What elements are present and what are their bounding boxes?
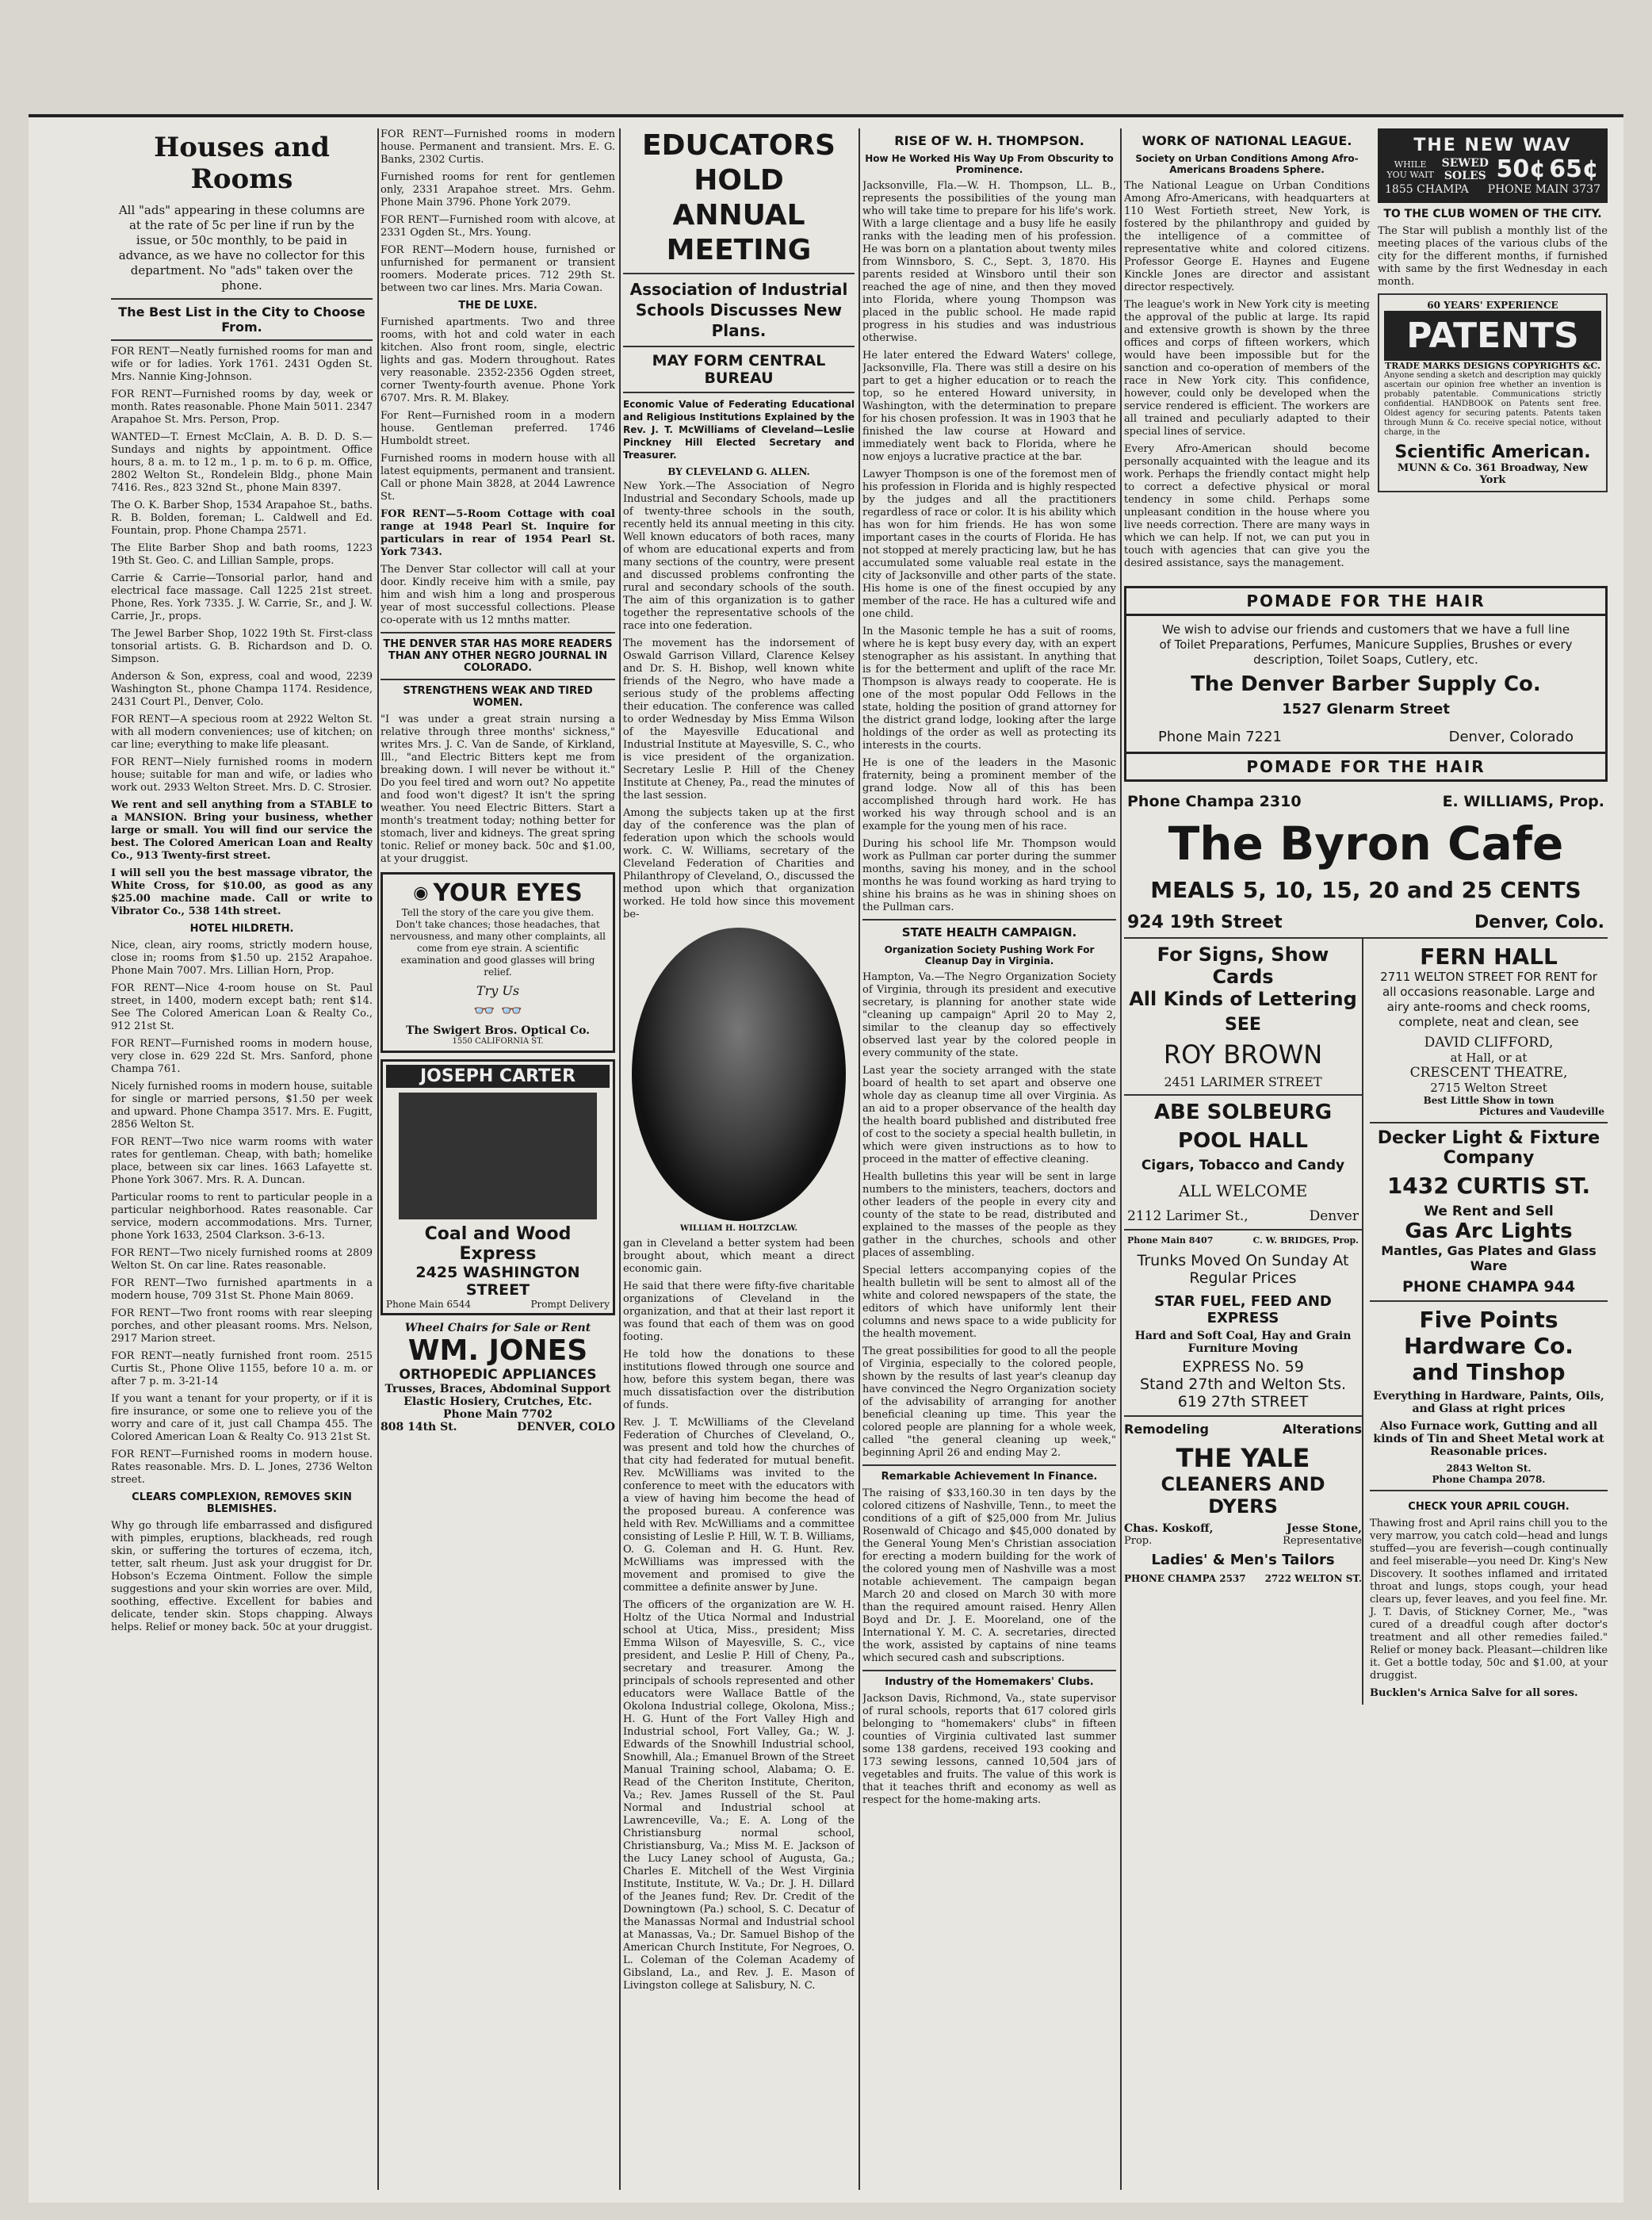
classified-ad: The O. K. Barber Shop, 1534 Arapahoe St., baths. R. B. Bolden, foreman; L. Caldwell and Ed. Fountain, prop. Phone Champa 2571.: [111, 500, 373, 537]
article-paragraph: Every Afro-American should become personally acquainted with the league and its work. Perhaps the friendly contact might help to correct a defective physical or moral tendency in some child. Perhaps some unpleasant condition in the house where you live needs correction. There are many ways in which we can help. If not, we can put you in touch with agencies that can give you the desired assistance, says the management.: [1124, 443, 1370, 569]
ads-column: [1124, 128, 1608, 1705]
bridges-stand: Stand 27th and Welton Sts.: [1139, 1376, 1347, 1393]
photo-caption: WILLIAM H. HOLTZCLAW.: [680, 1224, 797, 1233]
divider: [623, 273, 855, 274]
deluxe-heading: THE DE LUXE.: [458, 300, 537, 312]
divider: [623, 392, 855, 393]
clears-heading: CLEARS COMPLEXION, REMOVES SKIN BLEMISHES.: [132, 1491, 352, 1515]
divider: [380, 679, 615, 680]
patents-ad: [1378, 293, 1608, 492]
byron-address: 924 19th Street: [1127, 913, 1283, 932]
patents-munn: MUNN & Co. 361 Broadway, New York: [1397, 462, 1589, 486]
classified-ad: FOR RENT—Modern house, furnished or unfurnished for permanent or transient roomers. Moderate prices. 712 29th St. between two car lines. Mrs. Maria Cowan.: [380, 244, 615, 294]
carter-name: JOSEPH CARTER: [386, 1065, 610, 1088]
section-title: Houses and Rooms: [154, 132, 330, 195]
byline: BY CLEVELAND G. ALLEN.: [667, 466, 810, 477]
article-deck: Society on Urban Conditions Among Afro-Americans Broadens Sphere.: [1135, 153, 1359, 175]
article-paragraph: The National League on Urban Conditions Among Afro-Americans, with headquarters at 110 West Fortieth street, New York, is fostered by the philanthropy and guided by the intelligence of a committee of representative white and colored citizens. Professor George E. Haynes and Eugene Kinckle Jones are director and assistant director respectively.: [1124, 180, 1370, 293]
classified-ad: The Denver Star collector will call at your door. Kindly receive him with a smile, pay him and wish him a long and prosperous year of most successful collections. Please co-operate with us 12 mnths matter.: [380, 564, 615, 626]
fern-at: at Hall, or at: [1450, 1051, 1528, 1065]
club-heading: TO THE CLUB WOMEN OF THE CITY.: [1383, 208, 1602, 220]
byron-city: Denver, Colo.: [1474, 913, 1604, 932]
fern-best: Best Little Show in town: [1423, 1095, 1554, 1106]
divider: [111, 298, 373, 300]
jones-name: WM. JONES: [407, 1334, 588, 1367]
carter-prompt: Prompt Delivery: [530, 1299, 610, 1310]
denver-address: 1527 Glenarm Street: [1282, 701, 1450, 718]
signs-line2: All Kinds of Lettering: [1129, 988, 1357, 1010]
jones-pre: Wheel Chairs for Sale or Rent: [404, 1322, 591, 1334]
article-paragraph: He said that there were fifty-five charitable organizations of Cleveland in the organization, and that at their last report it was found that each of them was on good footing.: [623, 1280, 855, 1343]
signs-ad: [1124, 939, 1362, 1096]
rate-notice: All "ads" appearing in these columns are at the rate of 5c per line if run by the issue, or 50c monthly, to be paid in advance, as we have no collector for this department. No "ads" taken over the phone.: [118, 203, 365, 293]
five-line1: Five Points: [1419, 1307, 1558, 1333]
five-line2: Hardware Co.: [1404, 1333, 1574, 1359]
article-paragraph: He later entered the Edward Waters' college, Jacksonville, Fla. There was still a desire on his part to get a higher education or to reach the top, so he entered Howard university, in Washington, with the determination to prepare for his chosen profession. It was in 1903 that he finished the law course at Howard and immediately went back to Florida, where he now enjoys a lucrative practice at the bar.: [862, 350, 1116, 463]
article-paragraph: Health bulletins this year will be sent in large numbers to the ministers, teachers, doctors and other leaders of the people in every city and county of the state to be read, distributed and explained to the masses of the people as they gather in the churches, schools and other places of assembling.: [862, 1171, 1116, 1259]
article-paragraph: Special letters accompanying copies of the health bulletin will be sent to almost all of the white and colored newspapers of the state, the editors of which have uniformly lent their columns and news space to a wide publicity for the health movement.: [862, 1265, 1116, 1340]
headline: ANNUAL MEETING: [666, 199, 812, 266]
five-phone: Phone Champa 2078.: [1432, 1474, 1546, 1485]
wav-price1: 50¢: [1496, 155, 1547, 183]
yale-remodel: Remodeling: [1124, 1422, 1209, 1437]
denver-text: We wish to advise our friends and customers that we have a full line of Toilet Preparations, Perfumes, Manicure Supplies, Brushes or every description, Toilet Soaps, Cutlery, etc.: [1159, 622, 1573, 667]
decker-ad: [1370, 1123, 1608, 1302]
news-column: [862, 128, 1116, 1812]
carter-ad: [380, 1059, 615, 1315]
article-paragraph: Among the subjects taken up at the first day of the conference was the plan of federation upon which the schools would work. C. W. Williams, secretary of the Cleveland Federation of Charities and Philanthropy of Cleveland, O., discussed the method upon which that organization worked. He told how since this movement be-: [623, 807, 855, 921]
classified-ad: FOR RENT—Furnished rooms in modern house, very close in. 629 22d St. Mrs. Sanford, phone Champa 761.: [111, 1038, 373, 1075]
deck: Association of Industrial Schools Discusses New Plans.: [629, 280, 848, 340]
newspaper-page: [29, 114, 1623, 2203]
five-points-ad: [1370, 1302, 1608, 1491]
bridges-express: EXPRESS No. 59: [1182, 1358, 1304, 1376]
jones-city: DENVER, COLO: [517, 1421, 615, 1433]
hotel-heading: HOTEL HILDRETH.: [189, 923, 294, 935]
classified-ad: FOR RENT—5-Room Cottage with coal range at 1948 Pearl St. Inquire for particulars in rear of 1954 Pearl St. York 7343.: [380, 508, 615, 558]
divider: [380, 632, 615, 633]
yale-name2: CLEANERS AND DYERS: [1161, 1473, 1325, 1518]
wav-price2: 65¢: [1549, 155, 1599, 183]
article-paragraph: Jackson Davis, Richmond, Va., state supervisor of rural schools, reports that 617 colored girls belonging to "homemakers' clubs" in fifteen counties of Virginia cultivated last summer some 138 gardens, received 193 cooking and 173 sewing lessons, canned 10,504 jars of vegetables and fruits. The value of this work is that it teaches thrift and economy as well as respect for the home-making arts.: [862, 1693, 1116, 1806]
byron-phone: Phone Champa 2310: [1127, 793, 1302, 810]
article-heading: WORK OF NATIONAL LEAGUE.: [1141, 133, 1352, 148]
abe-cigars: Cigars, Tobacco and Candy: [1141, 1158, 1345, 1173]
classified-ad: FOR RENT—A specious room at 2922 Welton St. with all modern conveniences; use of kitchen; on car line; everything to make life pleasant.: [111, 714, 373, 751]
yale-koskoff: Chas. Koskoff,: [1124, 1522, 1214, 1535]
eyes-address: 1550 CALIFORNIA ST.: [452, 1037, 544, 1046]
classifieds-column-2: [380, 128, 615, 1433]
carter-phone: Phone Main 6544: [386, 1299, 472, 1310]
wav-address: 1855 CHAMPA: [1385, 183, 1469, 196]
column-rule: [1120, 128, 1122, 2190]
carter-address: 2425 WASHINGTON STREET: [415, 1264, 580, 1299]
classified-ad: I will sell you the best massage vibrator, the White Cross, for $10.00, as good as any $25.00 machine made. Call or write to Vibrator Co., 538 14th street.: [111, 867, 373, 917]
divider: [111, 339, 373, 341]
cough-heading: CHECK YOUR APRIL COUGH.: [1408, 1501, 1570, 1513]
league-article: [1124, 128, 1370, 575]
deck: MAY FORM CENTRAL BUREAU: [652, 352, 826, 387]
classified-ad: FOR RENT—Nice 4-room house on St. Paul street, in 1400, modern except bath; rent $14. See The Colored American Loan & Realty Co., 912 21st St.: [111, 982, 373, 1032]
classified-ad: Furnished rooms for rent for gentlemen only, 2331 Arapahoe street. Mrs. Gehm. Phone Main 3796. Phone York 2079.: [380, 171, 615, 209]
left-ads: [1124, 939, 1363, 1705]
coal-photo: [399, 1093, 597, 1219]
educators-article: [623, 128, 855, 1997]
pool-hall-ad: [1124, 1096, 1362, 1231]
classified-ad: FOR RENT—Furnished rooms in modern house. Permanent and transient. Mrs. E. G. Banks, 2302 Curtis.: [380, 128, 615, 166]
denver-city: Denver, Colorado: [1448, 729, 1574, 745]
star-fuel-ad: [1124, 1231, 1362, 1417]
classified-ad: The Elite Barber Shop and bath rooms, 1223 19th St. Geo. C. and Lillian Sample, props.: [111, 542, 373, 567]
article-paragraph: He is one of the leaders in the Masonic fraternity, being a prominent member of the grand lodge. Now all of this has been accomplished through hard work. He has worked his way through school and is an example for the young men of his race.: [862, 757, 1116, 832]
byron-meals: MEALS 5, 10, 15, 20 and 25 CENTS: [1150, 877, 1581, 903]
classified-ad: If you want a tenant for your property, or if it is fire insurance, or some one to relieve you of the worry and care of it, just call Champa 455. The Colored American Loan & Realty Co. 913 21st St.: [111, 1393, 373, 1443]
classified-ad: The Jewel Barber Shop, 1022 19th St. First-class tonsorial artists. G. B. Richardson and D. O. Simpson.: [111, 628, 373, 665]
fern-text: 2711 WELTON STREET FOR RENT for all occasions reasonable. Large and airy ante-rooms and check rooms, complete, neat and clean, see: [1380, 970, 1597, 1029]
wav-sewed: SEWED SOLES: [1441, 156, 1489, 182]
decker-phone: PHONE CHAMPA 944: [1402, 1278, 1576, 1296]
deluxe-text: Furnished apartments. Two and three rooms, with hot and cold water in each kitchen. Also front room, single, electric lights and gas. Modern throughout. Rates very reasonable. 2352-2356 Ogden street, corner Twenty-fourth avenue. Phone York 6707. Mrs. R. M. Blakey.: [380, 316, 615, 404]
article-paragraph: The raising of $33,160.30 in ten days by the colored citizens of Nashville, Tenn., to meet the conditions of a gift of $25,000 from Mr. Julius Rosenwald of Chicago and $45,000 donated by the General Young Men's Christian association for erecting a modern building for the work of the colored young men of Nashville was a most notable achievement. The campaign began March 20 and closed on March 30 with more than the required amount raised. Henry Allen Boyd and Dr. J. E. Mooreland, one of the International Y. M. C. A. secretaries, directed the work, assisted by captains of nine teams which secured cash and subscriptions.: [862, 1487, 1116, 1664]
classified-ad: FOR RENT—Two furnished apartments in a modern house, 709 31st St. Phone Main 8069.: [111, 1277, 373, 1302]
yale-ladies: Ladies' & Men's Tailors: [1151, 1552, 1335, 1568]
five-text1: Everything in Hardware, Paints, Oils, and Glass at right prices: [1373, 1390, 1604, 1415]
eyes-company: The Swigert Bros. Optical Co.: [405, 1024, 591, 1037]
patents-top: 60 YEARS' EXPERIENCE: [1427, 300, 1558, 311]
cough-ad: [1370, 1491, 1608, 1700]
yale-address: 2722 WELTON ST.: [1264, 1573, 1362, 1584]
yale-ad: [1124, 1417, 1362, 1584]
fern-heading: FERN HALL: [1420, 944, 1558, 970]
wav-while: WHILE YOU WAIT: [1386, 159, 1434, 180]
your-eyes-ad: [380, 872, 615, 1053]
article-heading: STATE HEALTH CAMPAIGN.: [901, 925, 1077, 940]
strengthens-text: "I was under a great strain nursing a relative through three months' sickness," writes Mrs. J. C. Van de Sande, of Kirkland, Ill., "and Electric Bitters kept me from breaking down. I will never be without it." Do you feel tired and worn out? No appetite and food won't digest? It isn't the spring weather. You need Electric Bitters. Start a month's treatment today; nothing better for stomach, liver and kidneys. The great spring tonic. Relief or money back. 50c and $1.00, at your druggist.: [380, 714, 615, 865]
jones-phone: Phone Main 7702: [443, 1408, 553, 1421]
article-paragraph: Jacksonville, Fla.—W. H. Thompson, LL. B., represents the possibilities of the young man who will take time to prepare for his life's work. With a large clientage and a busy life he easily ranks with the leading men of his profession. He was born on a plantation about twenty miles from Winnsboro, S. C., Sept. 3, 1870. His parents resided at Winsboro until their son reached the age of nine, and then they moved into Florida, where young Thompson was placed in the public school. He made rapid progress in his studies and was industrious otherwise.: [862, 180, 1116, 344]
yale-stone-role: Representative: [1283, 1535, 1362, 1547]
bridges-address: 619 27th STREET: [1177, 1393, 1309, 1410]
classified-ad: FOR RENT—Niely furnished rooms in modern house; suitable for man and wife, or ladies who work out. 2933 Welton Street. Mrs. D. C. Strosier.: [111, 756, 373, 794]
classified-ad: FOR RENT—neatly furnished front room. 2515 Curtis St., Phone Olive 1155, before 10 a. m. or after 7 p. m. 3-21-14: [111, 1350, 373, 1388]
bridges-star: STAR FUEL, FEED AND EXPRESS: [1154, 1293, 1332, 1326]
yale-stone: Jesse Stone,: [1287, 1522, 1362, 1535]
bridges-trunks: Trunks Moved On Sunday At Regular Prices: [1137, 1252, 1349, 1287]
pomade-banner: POMADE FOR THE HAIR: [1126, 752, 1605, 779]
yale-name1: THE YALE: [1176, 1443, 1310, 1473]
wav-phone: PHONE MAIN 3737: [1487, 183, 1600, 196]
cough-salve: Bucklen's Arnica Salve for all sores.: [1370, 1687, 1578, 1699]
abe-name: ABE SOLBEURG: [1153, 1100, 1333, 1124]
classified-ad: FOR RENT—Two front rooms with rear sleeping porches, and other pleasant rooms. Mrs. Nelson, 2917 Marion street.: [111, 1307, 373, 1345]
decker-gas: Gas Arc Lights: [1405, 1219, 1573, 1243]
article-paragraph: He told how the donations to these institutions flowed through one source and how, before this system began, there was much dissatisfaction over the distribution of funds.: [623, 1349, 855, 1411]
patents-scientific: Scientific American.: [1394, 442, 1591, 462]
right-subcolumn: [1378, 128, 1608, 575]
signs-address: 2451 LARIMER STREET: [1164, 1074, 1322, 1089]
patents-sub: TRADE MARKS DESIGNS COPYRIGHTS &C.: [1385, 361, 1600, 371]
denver-name: The Denver Barber Supply Co.: [1191, 672, 1541, 696]
fern-theatre-address: 2715 Welton Street: [1430, 1081, 1547, 1095]
denver-phone: Phone Main 7221: [1158, 729, 1282, 745]
five-line3: and Tinshop: [1412, 1359, 1566, 1385]
carter-line1: Coal and Wood: [424, 1224, 572, 1244]
classified-ad: FOR RENT—Neatly furnished rooms for man and wife or for ladies. York 1761. 2431 Ogden St. Mrs. Nannie King-Johnson.: [111, 346, 373, 383]
article-heading: RISE OF W. H. THOMPSON.: [894, 133, 1084, 148]
yale-phone: PHONE CHAMPA 2537: [1124, 1573, 1246, 1584]
classified-ad: FOR RENT—Furnished rooms in modern house. Rates reasonable. Mrs. D. L. Jones, 2736 Welton street.: [111, 1449, 373, 1486]
deck: Economic Value of Federating Educational and Religious Institutions Explained by the Rev. J. T. McWilliams of Cleveland—Leslie Pinckney Hill Elected Secretary and Treasurer.: [623, 399, 855, 461]
headline: EDUCATORS HOLD: [641, 129, 836, 197]
fern-hall-ad: [1370, 939, 1608, 1123]
article-paragraph: In the Masonic temple he has a suit of rooms, where he is kept busy every day, with an expert stenographer as his assistant. In anything that is for the betterment and uplift of the race Mr. Thompson is always ready to cooperate. He is one of the most popular Odd Fellows in the state, holding the position of grand attorney for the district grand lodge, looking after the large holdings of the order as well as protecting its interests in the courts.: [862, 626, 1116, 752]
classified-ad: WANTED—T. Ernest McClain, A. B. D. D. S.—Sundays and nights by appointment. Office hours, 8 a. m. to 12 m., 1 p. m. to 6 p. m. Office, 2802 Welton St., Rondelein Bldg., phone Main 7416. Res., 823 32nd St., phone Main 8397.: [111, 431, 373, 494]
denver-barber-ad: [1124, 586, 1608, 782]
classified-ad: FOR RENT—Furnished rooms by day, week or month. Rates reasonable. Phone Main 5011. 2347 Arapahoe St. Mrs. Person, Prop.: [111, 388, 373, 426]
classified-ad: Nice, clean, airy rooms, strictly modern house, close in; rooms from $1.50 up. 2152 Arapahoe. Phone Main 7007. Mrs. Lillian Horn, Prop.: [111, 940, 373, 977]
eyes-title: YOUR EYES: [433, 879, 583, 907]
abe-address: 2112 Larimer St.,: [1127, 1208, 1249, 1224]
article-deck: Organization Society Pushing Work For Cleanup Day in Virginia.: [884, 944, 1095, 966]
decker-rent: We Rent and Sell: [1424, 1204, 1554, 1219]
right-ads: [1370, 939, 1608, 1705]
article-paragraph: The officers of the organization are W. H. Holtz of the Utica Normal and Industrial school at Utica, Miss., president; Miss Emma Wilson of Mayesville, S. C., vice president, and Leslie P. Hill of Cheny, Pa., secretary and treasurer. Among the principals of schools represented and other educators were Wallace Battle of the Okolona Industrial college, Okolona, Miss.; H. G. Hunt of the Fort Valley High and Industrial school, Fort Valley, Ga.; W. J. Edwards of the Snowhill Industrial school, Snowhill, Ala.; Emanuel Brown of the Street Manual Training school, Alabama; O. E. Read of the Cheriton Institute, Cheriton, Va.; Rev. James Russell of the St. Paul Normal and Industrial school at Lawrenceville, Va.; E. A. Long of the Christiansburg normal school, Christiansburg, Va.; Miss M. E. Jackson of the Lucy Laney school of Augusta, Ga.; Charles E. Mitchell of the West Virginia Institute, Institute, W. Va.; Dr. J. H. Dillard of the Jeanes fund; Rev. Dr. Credit of the Downingtown (Pa.) school, S. C. Decatur of the Manassas Normal and Industrial school at Manassas, Va.; Dr. Samuel Bishop of the American Church Institute, For Negroes, O. L. Coleman of the Coleman Academy of Gibsland, La., and Rev. J. E. Mason of Livingston college at Salisbury, N. C.: [623, 1599, 855, 1992]
five-text2: Also Furnace work, Gutting and all kinds of Tin and Sheet Metal work at Reasonable prices.: [1373, 1420, 1604, 1458]
byron-name: The Byron Cafe: [1168, 817, 1564, 871]
decker-line2: Company: [1443, 1148, 1535, 1168]
abe-city: Denver: [1309, 1208, 1359, 1224]
byron-cafe-ad: [1124, 788, 1608, 939]
signs-line1: For Signs, Show Cards: [1157, 944, 1329, 988]
wav-top: THE NEW WAV: [1413, 136, 1572, 155]
clears-text: Why go through life embarrassed and disfigured with pimples, eruptions, blackheads, red rough skin, or suffering the tortures of eczema, itch, tetter, salt rheum. Just ask your druggist for Dr. Hobson's Eczema Ointment. Follow the simple suggestions and your skin worries are over. Mild, soothing, effective. Excellent for babies and delicate, tender skin. Stops chapping. Always helps. Relief or money back. 50c at your druggist.: [111, 1520, 373, 1633]
decker-mantles: Mantles, Gas Plates and Glass Ware: [1381, 1243, 1597, 1273]
article-paragraph: The great possibilities for good to all the people of Virginia, especially to the colored people, shown by the results of last year's cleanup day have convinced the Negro Organization society of the advisability of arranging for another beneficial cleaning up time. This year the colored people are planning for a whole week, called "the general cleaning up week," beginning April 26 and ending May 2.: [862, 1345, 1116, 1459]
article-paragraph: Last year the society arranged with the state board of health to set apart and observe one whole day as cleanup time all over Virginia. As an aid to a proper observance of the health day the health board published and distributed free of cost to the society a special health bulletin, in which were given instructions as to how to proceed in the matter of effective cleaning.: [862, 1065, 1116, 1166]
jones-ad: [380, 1322, 615, 1433]
article-paragraph: gan in Cleveland a better system had been brought about, which meant a direct economic gain.: [623, 1238, 855, 1275]
classified-ad: FOR RENT—Two nice warm rooms with water rates for gentleman. Cheap, with bath; homelike place, between six car lines. 1663 Lafayette st. Phone York 3067. Mrs. R. A. Duncan.: [111, 1136, 373, 1186]
bridges-prop: C. W. BRIDGES, Prop.: [1252, 1235, 1359, 1246]
glasses-icon: 👓 👓: [473, 1001, 522, 1021]
classified-ad: Furnished rooms in modern house with all latest equipments, permanent and transient. Call or phone Main 3828, at 2044 Lawrence St.: [380, 453, 615, 503]
article-deck: How He Worked His Way Up From Obscurity to Prominence.: [865, 153, 1114, 175]
club-text: The Star will publish a monthly list of the meeting places of the various clubs of the city for the different months, if furnished with same by the first Wednesday in each month.: [1378, 225, 1608, 288]
signs-name: ROY BROWN: [1163, 1039, 1323, 1070]
article-paragraph: The movement has the indorsement of Oswald Garrison Villard, Clarence Kelsey and Dr. S. H. Bishop, well known white friends of the Negro, who have made a serious study of the problems affecting their education. The conference was called to order Wednesday by Miss Emma Wilson of the Mayesville Educational and Industrial Institute at Mayesville, S. C., who is vice president of the organization. Secretary Leslie P. Hill of the Cheney Institute at Cheney, Pa., read the minutes of the last session.: [623, 637, 855, 802]
classified-ad: We rent and sell anything from a STABLE to a MANSION. Bring your business, whether large or small. You will find our service the best. The Colored American Loan and Realty Co., 913 Twenty-first street.: [111, 799, 373, 862]
article-paragraph: Rev. J. T. McWilliams of the Cleveland Federation of Churches of Cleveland, O., was present and told how the churches of that city had federated for mutual benefit. Rev. McWilliams was invited to the conference to meet with the educators with a view of having him become the head of the proposed bureau. A conference was held with Rev. McWilliams and a committee consisting of Leslie P. Hill, W. T. B. Williams, O. G. Coleman and H. G. Hunt. Rev. McWilliams was impressed with the movement and promised to give the committee a definite answer by June.: [623, 1417, 855, 1594]
classified-ad: FOR RENT—Two nicely furnished rooms at 2809 Welton St. On car line. Rates reasonable.: [111, 1247, 373, 1272]
jones-items: Trusses, Braces, Abdominal Support Elastic Hosiery, Crutches, Etc.: [384, 1383, 611, 1408]
eyes-text: Tell the story of the care you give them. Don't take chances; those headaches, that nervousness, and many other complaints, all come from eye strain. A scientific examination and good glasses will bring relief.: [390, 907, 606, 978]
byron-prop: E. WILLIAMS, Prop.: [1442, 793, 1604, 810]
divider: [862, 919, 1116, 921]
star-readers-notice: THE DENVER STAR HAS MORE READERS THAN ANY OTHER NEGRO JOURNAL IN COLORADO.: [383, 638, 613, 674]
abe-hall: POOL HALL: [1178, 1129, 1308, 1153]
fern-name: DAVID CLIFFORD,: [1424, 1035, 1554, 1051]
jones-sub: ORTHOPEDIC APPLIANCES: [399, 1367, 597, 1383]
classified-ad: Nicely furnished rooms in modern house, suitable for single or married persons, $1.50 per week and upward. Phone Champa 3517. Mrs. E. Fugitt, 2856 Welton St.: [111, 1081, 373, 1131]
article-heading: Remarkable Achievement In Finance.: [881, 1471, 1098, 1483]
article-paragraph: Lawyer Thompson is one of the foremost men of his profession in Florida and is highly respected by the judges and all the practitioners regardless of race or color. It is his ability which has won for him friends. He has won some important cases in the courts of Florida. He has not stopped at merely practicing law, but he has accumulated some valuable real estate in the city of Jacksonville and other parts of the state. His home is one of the finest occupied by any member of the race. He has a cultured wife and one child.: [862, 469, 1116, 620]
classified-ad: Carrie & Carrie—Tonsorial parlor, hand and electrical face massage. Call 1225 21st street. Phone, Res. York 7335. J. W. Carrie, Sr., and J. W. Carrie, Jr., props.: [111, 572, 373, 622]
strengthens-heading: STRENGTHENS WEAK AND TIRED WOMEN.: [403, 685, 593, 709]
eyes-try: Try Us: [476, 983, 520, 998]
article-heading: Industry of the Homemakers' Clubs.: [885, 1676, 1094, 1688]
patents-title: PATENTS: [1384, 311, 1601, 361]
bridges-coal: Hard and Soft Coal, Hay and Grain Furniture Moving: [1134, 1330, 1352, 1355]
jones-address: 808 14th St.: [380, 1421, 457, 1433]
article-paragraph: During his school life Mr. Thompson would work as Pullman car porter during the summer months, saving his money, and in the school months he was found working as hard trying to shine his brains as he was in shining shoes on the Pullman cars.: [862, 838, 1116, 913]
decker-address: 1432 CURTIS ST.: [1386, 1173, 1591, 1199]
patents-text: Anyone sending a sketch and description may quickly ascertain our opinion free whether an invention is probably patentable. Communications strictly confidential. HANDBOOK on Patents sent free. Oldest agency for securing patents. Patents taken through Munn & Co. receive special notice, without charge, in the: [1384, 371, 1601, 437]
classified-ad: Particular rooms to rent to particular people in a particular neighborhood. Rates reasonable. Car service, modern accommodations. Mrs. Turner, phone York 1633, 2504 Clarkson. 3-6-13.: [111, 1192, 373, 1242]
article-paragraph: Hampton, Va.—The Negro Organization Society of Virginia, through its president and executive secretary, is planning for another state wide "cleaning up campaign" April 20 to May 2, similar to the cleanup day so effectively observed last year by the colored people in every community of the state.: [862, 971, 1116, 1059]
bridges-phone: Phone Main 8407: [1127, 1235, 1214, 1246]
five-address: 2843 Welton St.: [1446, 1463, 1532, 1474]
fern-pictures: Pictures and Vaudeville: [1478, 1106, 1604, 1117]
carter-line2: Express: [459, 1244, 537, 1264]
decker-line1: Decker Light & Fixture: [1377, 1128, 1600, 1148]
cough-text: Thawing frost and April rains chill you to the very marrow, you catch cold—head and lungs stuffed—you are feverish—cough continually and feel miserable—you need Dr. King's New Discovery. It soothes inflamed and irritated throat and lungs, stops cough, your head clears up, fever leaves, and you feel fine. Mr. J. T. Davis, of Stickney Corner, Me., "was cured of a dreadful cough after doctor's treatment and all other remedies failed." Relief or money back. Pleasant—children like it. Get a bottle today, 50c and $1.00, at your druggist.: [1370, 1518, 1608, 1682]
column-rule: [619, 128, 621, 2190]
classified-ad: For Rent—Furnished room in a modern house. Gentleman preferred. 1746 Humboldt street.: [380, 410, 615, 447]
new-wav-ad: [1378, 128, 1608, 203]
divider: [862, 1670, 1116, 1671]
article-paragraph: The league's work in New York city is meeting the approval of the public at large. Its rapid and extensive growth is shown by the three offices and corps of fifteen workers, which would have been impossible but for the sanction and co-operation of members of the race in New York city. This confidence, however, could only be developed when the service rendered is efficient. The workers are all trained and peculiarly adapted to their special lines of service.: [1124, 299, 1370, 438]
subhead: The Best List in the City to Choose From.: [118, 304, 365, 335]
divider: [862, 1464, 1116, 1466]
classified-ad: FOR RENT—Furnished room with alcove, at 2331 Ogden St., Mrs. Young.: [380, 214, 615, 239]
abe-welcome: ALL WELCOME: [1178, 1181, 1308, 1200]
yale-koskoff-role: Prop.: [1124, 1535, 1153, 1547]
eye-icon: ◉: [413, 883, 429, 903]
column-rule: [859, 128, 860, 2190]
column-rule: [377, 128, 379, 2190]
article-paragraph: New York.—The Association of Negro Industrial and Secondary Schools, made up of twenty-three schools in the south, recently held its annual meeting in this city. Well known educators of both races, many of whom are educational experts and from many sections of the country, were present and discussed problems confronting the rural and secondary schools of the south. The aim of this organization is to gather together the representative schools of the race into one federation.: [623, 480, 855, 632]
classifieds-column: [111, 128, 373, 1639]
classified-ad: Anderson & Son, express, coal and wood, 2239 Washington St., phone Champa 1174. Residence, 2431 Court Pl., Denver, Colo.: [111, 671, 373, 708]
fern-theatre: CRESCENT THEATRE,: [1409, 1065, 1568, 1081]
pomade-banner: POMADE FOR THE HAIR: [1126, 588, 1605, 616]
signs-see: SEE: [1225, 1015, 1261, 1035]
divider: [623, 346, 855, 347]
yale-alter: Alterations: [1282, 1422, 1362, 1437]
portrait-photo: [632, 928, 846, 1221]
